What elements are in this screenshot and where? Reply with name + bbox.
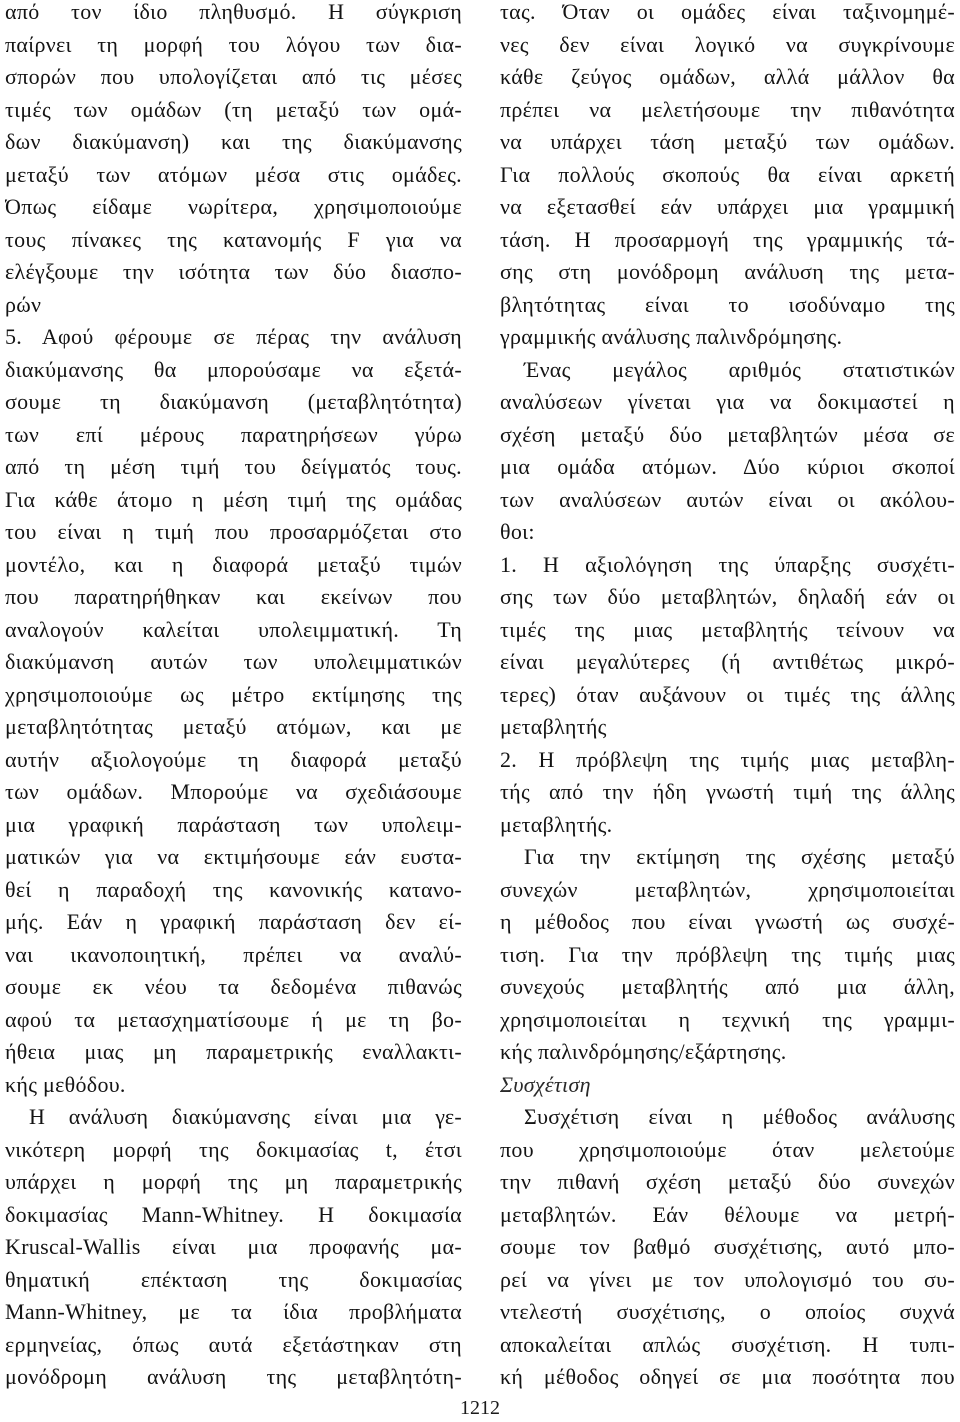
list-item: [500, 549, 955, 744]
text-line: Για κάθε άτομο η μέση τιμή της ομάδας: [5, 486, 462, 512]
text-line: χρησιμοποιείται η τεχνική της γραμμι-: [500, 1006, 955, 1032]
text-line: σουμε εκ νέου τα δεδομένα πιθανώς: [5, 974, 462, 999]
text-line: να υπάρχει τάση μεταξύ των ομάδων.: [500, 129, 955, 154]
text-line: την πιθανή σχέση μεταξύ δύο συνεχών: [500, 1169, 955, 1194]
text-line: θηματική επέκταση της δοκιμασίας: [5, 1266, 462, 1292]
right-column: [500, 0, 955, 1394]
text-line: σης των δύο μεταβλητών, δηλαδή εάν οι: [500, 584, 955, 609]
text-line: αναλύσεων γίνεται για να δοκιμαστεί η: [500, 389, 955, 414]
paragraph: [500, 1101, 955, 1394]
text-line: του είναι η τιμή που προσαρμόζεται στο: [5, 519, 462, 544]
text-line: σχέση μεταξύ δύο μεταβλητών μέσα σε: [500, 421, 955, 447]
text-line: νικότερη μορφή της δοκιμασίας t, έτσι: [5, 1136, 462, 1162]
text-line: των ομάδων. Μπορούμε να σχεδιάσουμε: [5, 779, 462, 804]
text-line: διακύμανση αυτών των υπολειμματικών: [5, 649, 462, 674]
paragraph: [500, 0, 955, 354]
text-line: Για την εκτίμηση της σχέσης μεταξύ: [524, 844, 955, 869]
text-line: χρησιμοποιούμε ως μέτρο εκτίμησης της: [5, 681, 462, 707]
text-line: ήθεια μιας μη παραμετρικής εναλλακτι-: [5, 1039, 462, 1064]
text-line: τής από την ήδη γνωστή τιμή της άλλης: [500, 779, 955, 804]
paragraph: [5, 0, 462, 321]
text-line: συνεχούς μεταβλητής από μια άλλη,: [500, 974, 955, 999]
text-line: μής. Εάν η γραφική παράσταση δεν εί-: [5, 909, 462, 934]
text-line: θεί η παραδοχή της κανονικής κατανο-: [5, 876, 462, 902]
text-line: κής μεθόδου.: [5, 1071, 126, 1097]
text-line: σπορών που υπολογίζεται από τις μέσες: [5, 64, 462, 89]
text-line: διακύμανσης θα μπορούσαμε να εξετά-: [5, 356, 462, 382]
text-line: ελέγξουμε την ισότητα των δύο διασπο-: [5, 259, 462, 284]
text-line: μεταβλητής.: [500, 811, 613, 837]
text-line: ναι ικανοποιητική, πρέπει να αναλύ-: [5, 941, 462, 967]
text-line: ντελεστή συσχέτισης, ο οποίος συχνά: [500, 1299, 955, 1324]
text-line: σουμε τη διακύμανση (μεταβλητότητα): [5, 389, 462, 414]
text-line: τας. Όταν οι ομάδες είναι ταξινομημέ-: [500, 0, 955, 24]
text-line: Όπως είδαμε νωρίτερα, χρησιμοποιούμε: [5, 194, 462, 219]
text-line: δοκιμασίας Mann-Whitney. Η δοκιμασία: [5, 1201, 462, 1227]
text-line: μονόδρομη ανάλυση της μεταβλητότη-: [5, 1364, 462, 1389]
text-line: των αναλύσεων αυτών είναι οι ακόλου-: [500, 486, 955, 512]
text-line: γραμμικής ανάλυσης παλινδρόμησης.: [500, 324, 843, 349]
text-line: τιμές της μιας μεταβλητής τείνουν να: [500, 616, 955, 642]
text-line: ρεί να γίνει με τον υπολογισμό του συ-: [500, 1266, 955, 1292]
text-line: ματικών για να εκτιμήσουμε εάν ευστα-: [5, 844, 462, 869]
paragraph: [5, 1101, 462, 1394]
text-line: Kruscal-Wallis είναι μια προφανής μα-: [5, 1234, 462, 1259]
text-line: τάση. Η προσαρμογή της γραμμικής τά-: [500, 226, 955, 252]
text-line: θοι:: [500, 519, 535, 544]
text-line: η μέθοδος που είναι γνωστή ως συσχέ-: [500, 909, 955, 934]
paragraph: [500, 841, 955, 1069]
left-column: [5, 0, 462, 1394]
text-line: να εξετασθεί εάν υπάρχει μια γραμμική: [500, 194, 955, 219]
text-line: βλητότητας είναι το ισοδύναμο της: [500, 291, 955, 317]
text-line: 5. Αφού φέρουμε σε πέρας την ανάλυση: [5, 324, 462, 349]
list-item: [500, 744, 955, 842]
text-line: σης στη μονόδρομη ανάλυση της μετα-: [500, 259, 955, 284]
text-line: μεταβλητότητας μεταξύ ατόμων, και με: [5, 714, 462, 739]
section-heading: Συσχέτιση: [500, 1071, 591, 1097]
text-line: 2. Η πρόβλεψη της τιμής μιας μεταβλη-: [500, 746, 955, 772]
text-line: που χρησιμοποιούμε όταν μελετούμε: [500, 1136, 955, 1162]
text-line: από τον ίδιο πληθυσμό. Η σύγκριση: [5, 0, 462, 24]
text-line: τιση. Για την πρόβλεψη της τιμής μιας: [500, 941, 955, 967]
text-line: ρών: [5, 291, 42, 317]
text-line: παίρνει τη μορφή του λόγου των δια-: [5, 31, 462, 57]
text-line: τιμές των ομάδων (τη μεταξύ των ομά-: [5, 96, 462, 122]
text-line: τερες) όταν αυξάνουν οι τιμές της άλλης: [500, 681, 955, 707]
text-line: Ένας μεγάλος αριθμός στατιστικών: [524, 356, 955, 382]
text-line: που παρατηρήθηκαν και εκείνων που: [5, 584, 462, 609]
text-line: 1. Η αξιολόγηση της ύπαρξης συσχέτι-: [500, 551, 955, 577]
text-line: Mann-Whitney, με τα ίδια προβλήματα: [5, 1299, 462, 1324]
text-line: μια γραφική παράσταση των υπολειμ-: [5, 811, 462, 837]
paragraph: [5, 321, 462, 1101]
text-line: μεταβλητών. Εάν θέλουμε να μετρή-: [500, 1201, 955, 1227]
text-line: Η ανάλυση διακύμανσης είναι μια γε-: [29, 1104, 462, 1129]
text-line: μεταξύ των ατόμων μέσα στις ομάδες.: [5, 161, 462, 187]
page-number: 1212: [460, 1397, 500, 1419]
text-line: είναι μεγαλύτερες (ή αντιθέτως μικρό-: [500, 649, 955, 674]
text-line: των επί μέρους παρατηρήσεων γύρω: [5, 421, 462, 447]
text-line: κάθε ζεύγος ομάδων, αλλά μάλλον θα: [500, 64, 955, 89]
text-line: από τη μέση τιμή του δείγματός τους.: [5, 454, 462, 479]
text-line: ερμηνείας, όπως αυτά εξετάστηκαν στη: [5, 1331, 462, 1357]
text-line: συνεχών μεταβλητών, χρησιμοποιείται: [500, 876, 955, 902]
text-line: πρέπει να μελετήσουμε την πιθανότητα: [500, 96, 955, 122]
text-line: μεταβλητής: [500, 714, 607, 739]
text-line: κή μέθοδος οδηγεί σε μια ποσότητα που: [500, 1364, 955, 1389]
text-line: αποκαλείται απλώς συσχέτιση. Η τυπι-: [500, 1331, 955, 1357]
text-line: τους πίνακες της κατανομής F για να: [5, 226, 462, 252]
text-line: κής παλινδρόμησης/εξάρτησης.: [500, 1039, 787, 1064]
paragraph: [500, 354, 955, 549]
text-line: υπάρχει η μορφή της μη παραμετρικής: [5, 1169, 462, 1194]
text-line: αφού τα μετασχηματίσουμε ή με τη βο-: [5, 1006, 462, 1032]
text-line: μια ομάδα ατόμων. Δύο κύριοι σκοποί: [500, 454, 955, 479]
text-line: Για πολλούς σκοπούς θα είναι αρκετή: [500, 161, 955, 187]
text-line: αυτήν αξιολογούμε τη διαφορά μεταξύ: [5, 746, 462, 772]
text-line: δων διακύμανση) και της διακύμανσης: [5, 129, 462, 154]
text-line: σουμε τον βαθμό συσχέτισης, αυτό μπο-: [500, 1234, 955, 1259]
text-line: αναλογούν καλείται υπολειμματική. Τη: [5, 616, 462, 642]
text-line: νες δεν είναι λογικό να συγκρίνουμε: [500, 31, 955, 57]
text-line: Συσχέτιση είναι η μέθοδος ανάλυσης: [524, 1104, 955, 1129]
text-line: μοντέλο, και η διαφορά μεταξύ τιμών: [5, 551, 462, 577]
